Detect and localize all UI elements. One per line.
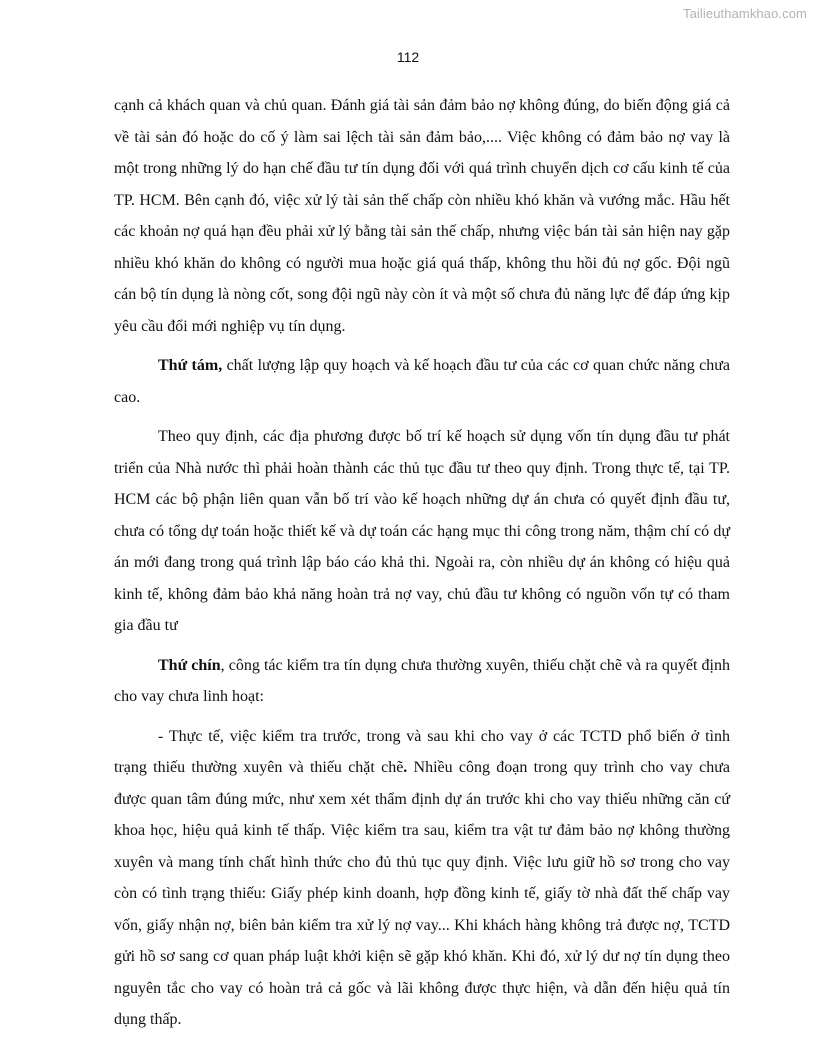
paragraph-1: cạnh cả khách quan và chủ quan. Đánh giá tài sản đảm bảo nợ không đúng, do biến động giá cả về tài sản đó hoặc do cố ý làm sai lệch tài sản đảm bảo,.... Việc không có đảm bảo nợ vay là một trong những lý do hạn chế đầu tư tín dụng đối với quá trình chuyển dịch cơ cấu kinh tế của TP. HCM. Bên cạnh đó, việc xử lý tài sản thế chấp còn nhiều khó khăn và vướng mắc. Hầu hết các khoản nợ quá hạn đều phải xử lý bằng tài sản thế chấp, nhưng việc bán tài sản hiện nay gặp nhiều khó khăn do không có người mua hoặc giá quá thấp, không thu hồi đủ nợ gốc. Đội ngũ cán bộ tín dụng là nòng cốt, song đội ngũ này còn ít và một số chưa đủ năng lực để đáp ứng kịp yêu cầu đổi mới nghiệp vụ tín dụng. (114, 97, 730, 335)
document-body (114, 90, 730, 1036)
paragraph-2-text: chất lượng lập quy hoạch và kế hoạch đầu tư của các cơ quan chức năng chưa cao. (114, 357, 731, 406)
paragraph-5-text-b: Nhiều công đoạn trong quy trình cho vay chưa được quan tâm đúng mức, như xem xét thẩm định dự án trước khi cho vay thiếu những căn cứ khoa học, hiệu quả kinh tế thấp. Việc kiểm tra sau, kiểm tra vật tư đảm bảo nợ không thường xuyên và mang tính chất hình thức cho đủ thủ tục quy định. Việc lưu giữ hồ sơ trong cho vay còn có tình trạng thiếu: Giấy phép kinh doanh, hợp đồng kinh tế, giấy tờ nhà đất thế chấp vay vốn, giấy nhận nợ, biên bản kiểm tra xử lý nợ vay... Khi khách hàng không trả được nợ, TCTD gửi hồ sơ sang cơ quan pháp luật khởi kiện sẽ gặp khó khăn. Khi đó, xử lý dư nợ tín dụng theo nguyên tắc cho vay có hoàn trả cả gốc và lãi không được thực hiện, và dẫn đến hiệu quả tín dụng thấp. (114, 759, 730, 1028)
paragraph-5-text-a: - Thực tế, việc kiểm tra trước, trong và sau khi cho vay ở các TCTD phổ biến ở tình trạng thiếu thường xuyên và thiếu chặt chẽ (114, 727, 730, 776)
paragraph-2-heading: Thứ tám, (158, 357, 223, 374)
paragraph-4-text: , công tác kiểm tra tín dụng chưa thường xuyên, thiếu chặt chẽ và ra quyết định cho vay chưa linh hoạt: (114, 656, 730, 705)
watermark: Tailieuthamkhao.com (682, 6, 807, 21)
paragraph-4 (114, 650, 730, 713)
paragraph-5-bold-period: . (403, 759, 408, 776)
paragraph-3: Theo quy định, các địa phương được bố trí kế hoạch sử dụng vốn tín dụng đầu tư phát triển của Nhà nước thì phải hoàn thành các thủ tục đầu tư theo quy định. Trong thực tế, tại TP. HCM các bộ phận liên quan vẫn bố trí vào kế hoạch những dự án chưa có quyết định đầu tư, chưa có tổng dự toán hoặc thiết kế và dự toán các hạng mục thi công trong năm, thậm chí có dự án mới đang trong quá trình lập báo cáo khả thi. Ngoài ra, còn nhiều dự án không có hiệu quả kinh tế, không đảm bảo khả năng hoàn trả nợ vay, chủ đầu tư không có nguồn vốn tự có tham gia đầu tư (114, 428, 730, 634)
page-number: 112 (396, 49, 420, 65)
paragraph-2 (114, 350, 730, 413)
paragraph-5 (114, 721, 730, 1036)
paragraph-4-heading: Thứ chín (158, 656, 221, 674)
